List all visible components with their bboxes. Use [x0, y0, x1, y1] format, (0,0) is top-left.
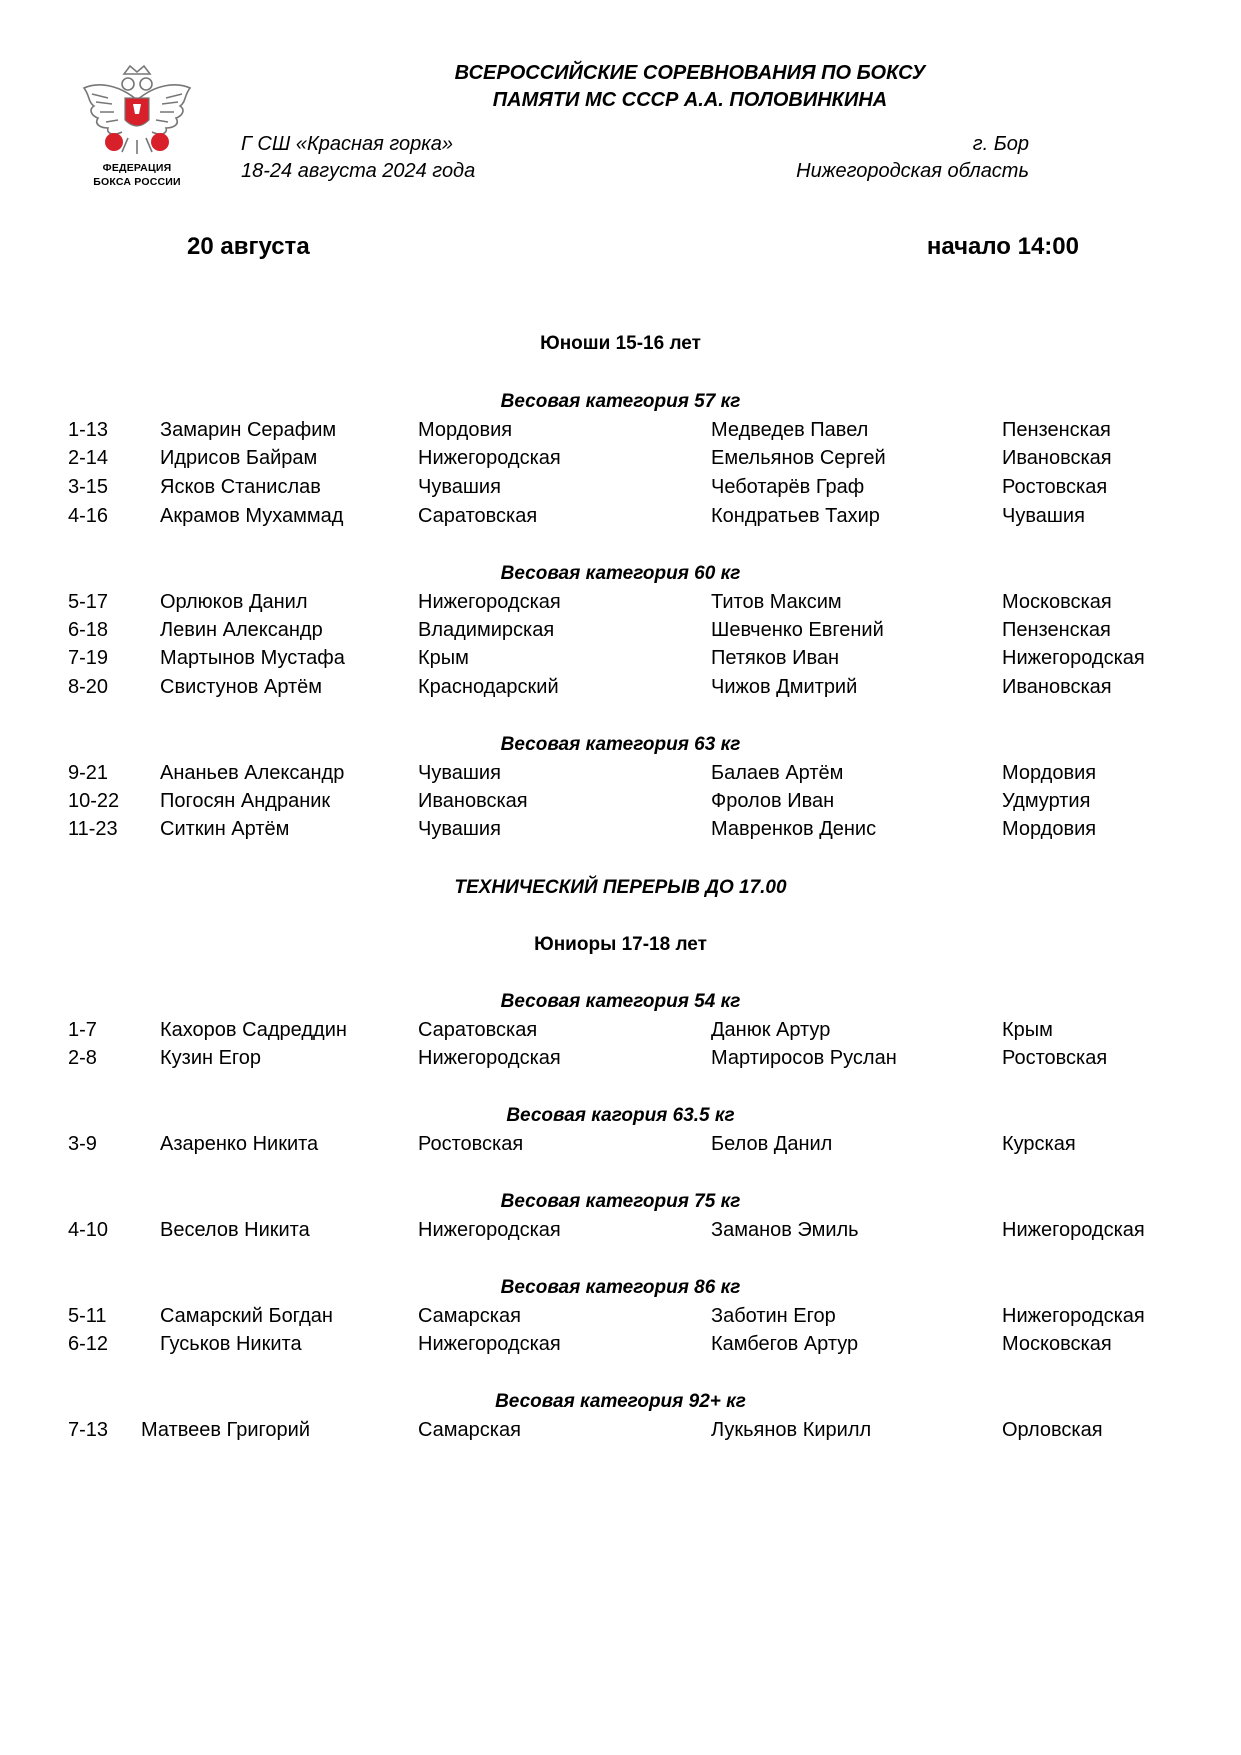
weight-category-title: Весовая категория 63 кг [500, 734, 741, 755]
bout-row [0, 1219, 1241, 1247]
boxer-red-region: Владимирская [418, 619, 555, 641]
boxer-blue-name: Емельянов Сергей [711, 447, 886, 469]
bout-number: 5-17 [68, 591, 109, 613]
boxer-blue-region: Крым [1002, 1019, 1053, 1041]
boxer-red-name: Погосян Андраник [160, 790, 331, 812]
boxer-blue-region: Пензенская [1002, 619, 1111, 641]
boxer-red-name: Левин Александр [160, 619, 323, 641]
bout-row [0, 790, 1241, 818]
bout-row [0, 1333, 1241, 1361]
boxer-blue-region: Мордовия [1002, 762, 1097, 784]
boxer-blue-name: Данюк Артур [711, 1019, 831, 1041]
boxer-red-name: Кахоров Садреддин [160, 1019, 347, 1041]
boxer-blue-region: Нижегородская [1002, 1219, 1145, 1241]
boxer-red-region: Чувашия [418, 762, 501, 784]
boxer-blue-name: Кондратьев Тахир [711, 505, 880, 527]
boxer-red-region: Самарская [418, 1419, 521, 1441]
bout-row [0, 1305, 1241, 1333]
boxer-blue-name: Мавренков Денис [711, 818, 877, 840]
boxer-red-region: Ростовская [418, 1133, 524, 1155]
bout-row [0, 505, 1241, 533]
bout-row [0, 619, 1241, 647]
bout-number: 10-22 [68, 790, 120, 812]
bout-number: 8-20 [68, 676, 109, 698]
bout-number: 6-18 [68, 619, 109, 641]
boxer-red-region: Чувашия [418, 476, 501, 498]
boxer-blue-region: Чувашия [1002, 505, 1085, 527]
group-title-juniors-17-18: Юниоры 17-18 лет [534, 934, 707, 955]
day-start: начало 14:00 [926, 233, 1079, 260]
boxer-red-region: Ивановская [418, 790, 528, 812]
boxer-red-name: Кузин Егор [160, 1047, 262, 1069]
boxer-red-region: Саратовская [418, 505, 538, 527]
boxer-red-name: Идрисов Байрам [160, 447, 318, 469]
venue-region: Нижегородская область [796, 160, 1029, 182]
boxer-red-name: Ананьев Александр [160, 762, 345, 784]
eagle-emblem-icon [78, 62, 196, 160]
boxer-blue-name: Заботин Егор [711, 1305, 836, 1327]
bout-row [0, 1133, 1241, 1161]
bout-row [0, 818, 1241, 846]
boxer-red-region: Нижегородская [418, 1047, 561, 1069]
bout-row [0, 419, 1241, 447]
boxer-blue-region: Московская [1002, 591, 1112, 613]
bout-number: 11-23 [68, 818, 118, 840]
boxer-red-region: Нижегородская [418, 591, 561, 613]
bout-row [0, 1019, 1241, 1047]
boxer-blue-region: Ивановская [1002, 676, 1112, 698]
venue-name: Г СШ «Красная горка» [241, 133, 453, 155]
bout-number: 2-14 [68, 447, 109, 469]
title-line2: ПАМЯТИ МС СССР А.А. ПОЛОВИНКИНА [492, 89, 888, 111]
boxer-blue-name: Белов Данил [711, 1133, 833, 1155]
weight-category-title: Весовая категория 75 кг [500, 1191, 741, 1212]
federation-logo [78, 62, 196, 192]
boxer-blue-name: Шевченко Евгений [711, 619, 884, 641]
boxer-blue-region: Ивановская [1002, 447, 1112, 469]
boxer-red-name: Азаренко Никита [160, 1133, 319, 1155]
weight-category-title: Весовая кагория 63.5 кг [506, 1105, 735, 1126]
bout-number: 1-7 [68, 1019, 97, 1041]
bout-row [0, 647, 1241, 675]
boxer-red-name: Веселов Никита [160, 1219, 310, 1241]
weight-category-title: Весовая категория 60 кг [500, 563, 741, 584]
boxer-blue-name: Титов Максим [711, 591, 842, 613]
venue-city: г. Бор [972, 133, 1029, 155]
bout-number: 9-21 [68, 762, 109, 784]
boxer-red-name: Гуськов Никита [160, 1333, 302, 1355]
boxer-red-region: Самарская [418, 1305, 521, 1327]
boxer-blue-name: Петяков Иван [711, 647, 840, 669]
boxer-red-name: Орлюков Данил [160, 591, 308, 613]
boxer-blue-name: Чижов Дмитрий [711, 676, 858, 698]
boxer-blue-region: Удмуртия [1002, 790, 1091, 812]
boxer-blue-region: Курская [1002, 1133, 1076, 1155]
boxer-red-name: Мартынов Мустафа [160, 647, 345, 669]
boxer-red-name: Замарин Серафим [160, 419, 337, 441]
boxer-blue-region: Московская [1002, 1333, 1112, 1355]
weight-category-title: Весовая категория 92+ кг [495, 1391, 746, 1412]
boxer-red-name: Ясков Станислав [160, 476, 321, 498]
boxer-red-name: Самарский Богдан [160, 1305, 333, 1327]
bout-number: 7-19 [68, 647, 109, 669]
boxer-blue-name: Медведев Павел [711, 419, 869, 441]
bout-row [0, 1047, 1241, 1075]
bout-row [0, 676, 1241, 704]
boxer-red-region: Чувашия [418, 818, 501, 840]
bout-row [0, 762, 1241, 790]
boxer-blue-name: Лукьянов Кирилл [711, 1419, 872, 1441]
venue-dates: 18-24 августа 2024 года [241, 160, 476, 182]
boxer-blue-name: Заманов Эмиль [711, 1219, 859, 1241]
bout-number: 5-11 [68, 1305, 107, 1327]
boxer-blue-region: Ростовская [1002, 476, 1108, 498]
weight-category-title: Весовая категория 86 кг [500, 1277, 741, 1298]
bout-number: 3-15 [68, 476, 109, 498]
boxer-red-region: Нижегородская [418, 1333, 561, 1355]
weight-category-title: Весовая категория 54 кг [500, 991, 741, 1012]
boxer-blue-region: Нижегородская [1002, 647, 1145, 669]
boxer-red-name: Свистунов Артём [160, 676, 323, 698]
bout-row [0, 476, 1241, 504]
bout-row [0, 1419, 1241, 1447]
boxer-red-name: Акрамов Мухаммад [160, 505, 344, 527]
technical-break-notice: ТЕХНИЧЕСКИЙ ПЕРЕРЫВ ДО 17.00 [454, 877, 787, 898]
bout-number: 3-9 [68, 1133, 97, 1155]
boxer-red-region: Саратовская [418, 1019, 538, 1041]
boxer-blue-region: Нижегородская [1002, 1305, 1145, 1327]
bout-number: 7-13 [68, 1419, 109, 1441]
boxer-red-region: Краснодарский [418, 676, 559, 698]
bout-number: 4-10 [68, 1219, 109, 1241]
boxer-red-region: Нижегородская [418, 1219, 561, 1241]
boxer-red-name: Матвеев Григорий [141, 1419, 311, 1441]
bout-number: 4-16 [68, 505, 109, 527]
boxer-red-region: Крым [418, 647, 469, 669]
day-date: 20 августа [187, 233, 310, 260]
bout-number: 1-13 [68, 419, 109, 441]
title-line1: ВСЕРОССИЙСКИЕ СОРЕВНОВАНИЯ ПО БОКСУ [454, 62, 926, 84]
group-title-juniors-15-16: Юноши 15-16 лет [540, 333, 701, 354]
bout-number: 2-8 [68, 1047, 97, 1069]
boxer-red-region: Нижегородская [418, 447, 561, 469]
boxer-blue-name: Фролов Иван [711, 790, 835, 812]
boxer-red-name: Ситкин Артём [160, 818, 290, 840]
boxer-blue-name: Мартиросов Руслан [711, 1047, 897, 1069]
boxer-blue-region: Ростовская [1002, 1047, 1108, 1069]
logo-text-line2: БОКСА РОССИИ [93, 176, 181, 188]
boxer-red-region: Мордовия [418, 419, 513, 441]
boxer-blue-region: Мордовия [1002, 818, 1097, 840]
weight-category-title: Весовая категория 57 кг [500, 391, 741, 412]
bout-number: 6-12 [68, 1333, 109, 1355]
bout-row [0, 447, 1241, 475]
boxer-blue-name: Чеботарёв Граф [711, 476, 865, 498]
bout-row [0, 591, 1241, 619]
logo-text-line1: ФЕДЕРАЦИЯ [102, 162, 172, 174]
boxer-blue-region: Пензенская [1002, 419, 1111, 441]
boxer-blue-name: Камбегов Артур [711, 1333, 859, 1355]
boxer-blue-name: Балаев Артём [711, 762, 844, 784]
boxer-blue-region: Орловская [1002, 1419, 1103, 1441]
